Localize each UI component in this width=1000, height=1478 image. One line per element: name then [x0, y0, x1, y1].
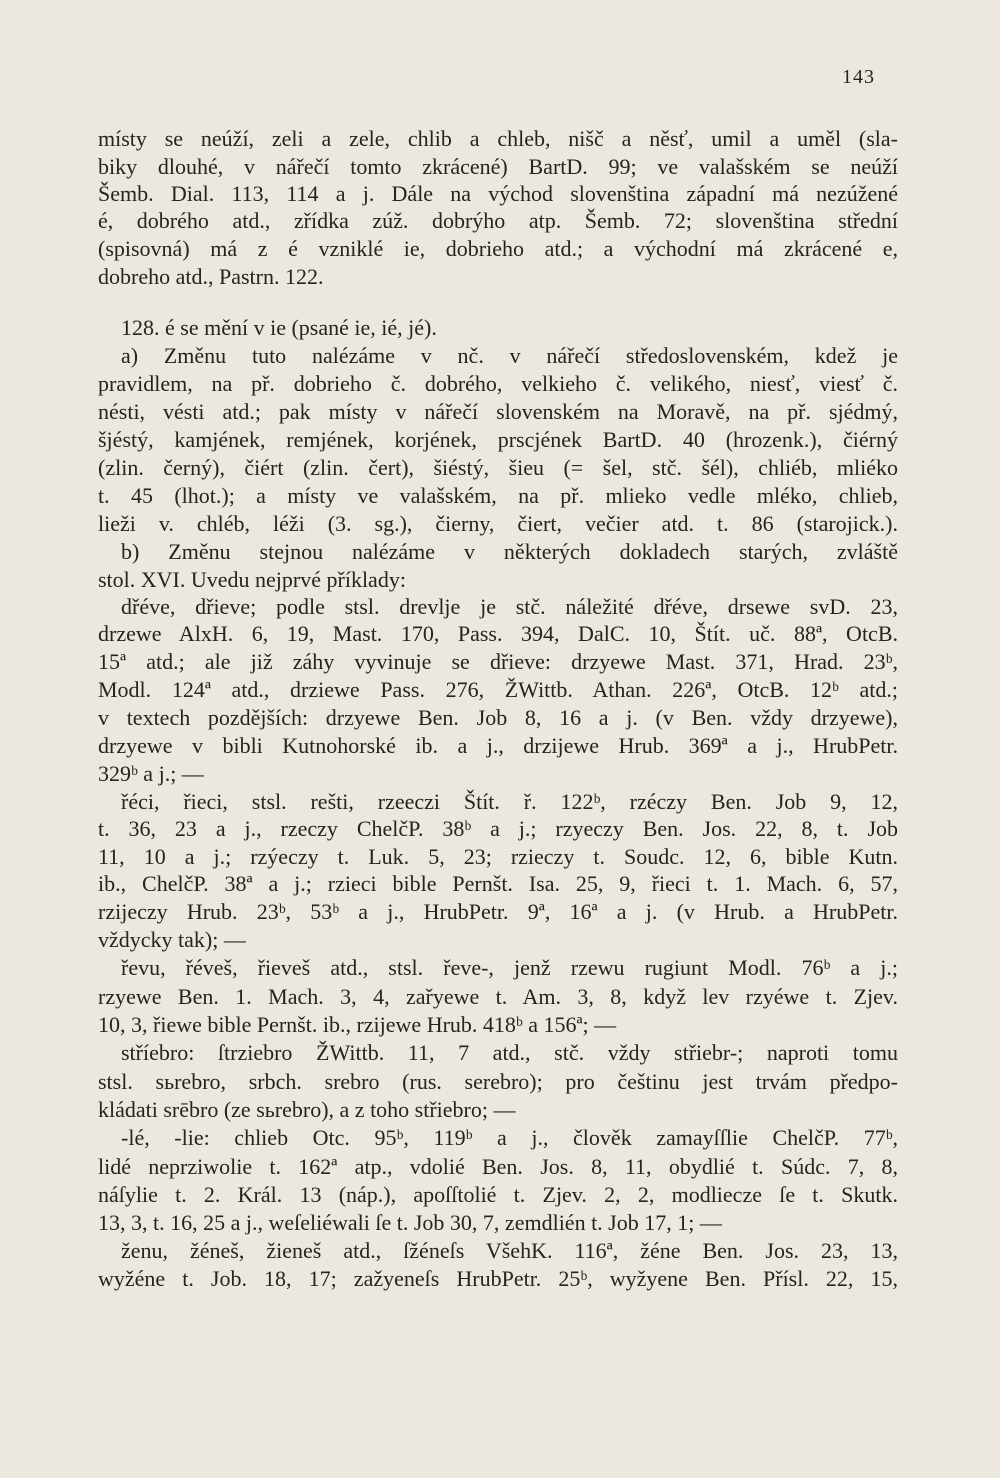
text-line: a) Změnu tuto nalézáme v nč. v nářečí středoslovenském, kdež je: [121, 343, 898, 368]
text-line: 329ᵇ a j.; —: [98, 761, 204, 786]
text-line: dobreho atd., Pastrn. 122.: [98, 264, 324, 289]
text-line: Šemb. Dial. 113, 114 a j. Dále na východ slovenština západní má nezúžené: [98, 181, 898, 206]
text-line: náſylie t. 2. Král. 13 (náp.), apoſſtolié t. Zjev. 2, 2, modlieсze ſe t. Skutk.: [98, 1182, 898, 1207]
text-line: lieži v. chléb, léži (3. sg.), čierny, čiert, večier atd. t. 86 (starojick.).: [98, 511, 898, 536]
text-line: 11, 10 a j.; rzýeczy t. Luk. 5, 23; rzieczy t. Soudc. 12, 6, bible Kutn.: [98, 844, 898, 869]
text-line: t. 45 (lhot.); a místy ve valašském, na př. mlieko vedle mléko, chlieb,: [98, 483, 898, 508]
text-line: wyžéne t. Job. 18, 17; zažyeneſs HrubPetr. 25ᵇ, wyžyene Ben. Přísl. 22, 15,: [98, 1266, 898, 1291]
text-line: 15ª atd.; ale již záhy vyvinuje se dřieve: drzyewe Mast. 371, Hrad. 23ᵇ,: [98, 649, 898, 674]
text-line: místy se neúží, zeli a zele, chlib a chleb, nišč a něsť, umil a uměl (sla-: [98, 126, 898, 151]
text-line: vždycky tak); —: [98, 927, 246, 952]
text-line: (spisovná) má z é vzniklé ie, dobrieho atd.; a východní má zkrácené e,: [98, 236, 898, 261]
text-line: 128. é se mění v ie (psané ie, ié, jé).: [121, 315, 437, 340]
text-line: drzewe AlxH. 6, 19, Mast. 170, Pass. 394, DalC. 10, Štít. uč. 88ª, OtcB.: [98, 621, 898, 646]
page-number: 143: [842, 66, 875, 88]
text-line: Modl. 124ª atd., drziewe Pass. 276, ŽWittb. Athan. 226ª, OtcB. 12ᵇ atd.;: [98, 677, 898, 702]
text-line: (zlin. černý), čiért (zlin. čert), šiéstý, šieu (= šel, stč. šél), chliéb, mliéko: [98, 455, 898, 480]
text-line: t. 36, 23 a j., rzeczy ChelčP. 38ᵇ a j.; rzyeczy Ben. Jos. 22, 8, t. Job: [98, 816, 898, 841]
text-line: stsl. sьrebro, srbch. srebro (rus. serebro); pro češtinu jest trvám předpo-: [98, 1069, 898, 1094]
text-line: řevu, řéveš, řieveš atd., stsl. řeve-, jenž rzewu rugiunt Modl. 76ᵇ a j.;: [121, 955, 898, 980]
text-line: rzijeczy Hrub. 23ᵇ, 53ᵇ a j., HrubPetr. 9ª, 16ª a j. (v Hrub. a HrubPetr.: [98, 899, 898, 924]
text-line: ib., ChelčP. 38ª a j.; rzieci bible Pernšt. Isa. 25, 9, řieci t. 1. Mach. 6, 57,: [98, 871, 898, 896]
text-line: b) Změnu stejnou nalézáme v některých dokladech starých, zvláště: [121, 539, 898, 564]
text-line: stříebro: ſtrziebro ŽWittb. 11, 7 atd., stč. vždy střiebr-; naproti tomu: [121, 1040, 898, 1065]
text-line: stol. XVI. Uvedu nejprvé příklady:: [98, 567, 406, 592]
text-line: dřéve, dřieve; podle stsl. drevlje je stč. náležité dřéve, drsewe svD. 23,: [121, 594, 898, 619]
text-line: rzyewe Ben. 1. Mach. 3, 4, zařyewe t. Am. 3, 8, když lev rzyéwe t. Zjev.: [98, 984, 898, 1009]
text-line: -lé, -lie: chlieb Otc. 95ᵇ, 119ᵇ a j., člověk zamayſſlie ChelčP. 77ᵇ,: [121, 1125, 898, 1150]
text-line: kládati srēbro (ze sьrebro), a z toho střiebro; —: [98, 1097, 516, 1122]
text-line: řéci, řieci, stsl. rešti, rzeeczi Štít. ř. 122ᵇ, rzéczy Ben. Job 9, 12,: [121, 789, 898, 814]
text-line: 13, 3, t. 16, 25 a j., weſeliéwali ſe t. Job 30, 7, zemdlién t. Job 17, 1; —: [98, 1210, 722, 1235]
text-line: ženu, žéneš, žieneš atd., ſžénеſs VšehK. 116ª, žéne Ben. Jos. 23, 13,: [121, 1238, 898, 1263]
text-line: v textech pozdějších: drzyewe Ben. Job 8, 16 a j. (v Ben. vždy drzyewe),: [98, 705, 898, 730]
text-line: nésti, vésti atd.; pak místy v nářečí slovenském na Moravě, na př. sjédmý,: [98, 399, 898, 424]
text-line: drzyewe v bibli Kutnohorské ib. a j., drzijewe Hrub. 369ª a j., HrubPetr.: [98, 733, 898, 758]
text-line: lidé neprziwolie t. 162ª atp., vdolié Ben. Jos. 8, 11, obydlié t. Súdc. 7, 8,: [98, 1154, 898, 1179]
text-line: šjéstý, kamjének, remjének, korjének, prscjének BartD. 40 (hrozenk.), čiérný: [98, 427, 898, 452]
text-line: biky dlouhé, v nářečí tomto zkrácené) BartD. 99; ve valašském se neúží: [98, 154, 898, 179]
text-line: 10, 3, řiewe bible Pernšt. ib., rzijewe Hrub. 418ᵇ a 156ª; —: [98, 1012, 617, 1037]
text-line: pravidlem, na př. dobrieho č. dobrého, velkieho č. velikého, niesť, viesť č.: [98, 371, 898, 396]
text-line: é, dobrého atd., zřídka zúž. dobrýho atp. Šemb. 72; slovenština střední: [98, 208, 898, 233]
